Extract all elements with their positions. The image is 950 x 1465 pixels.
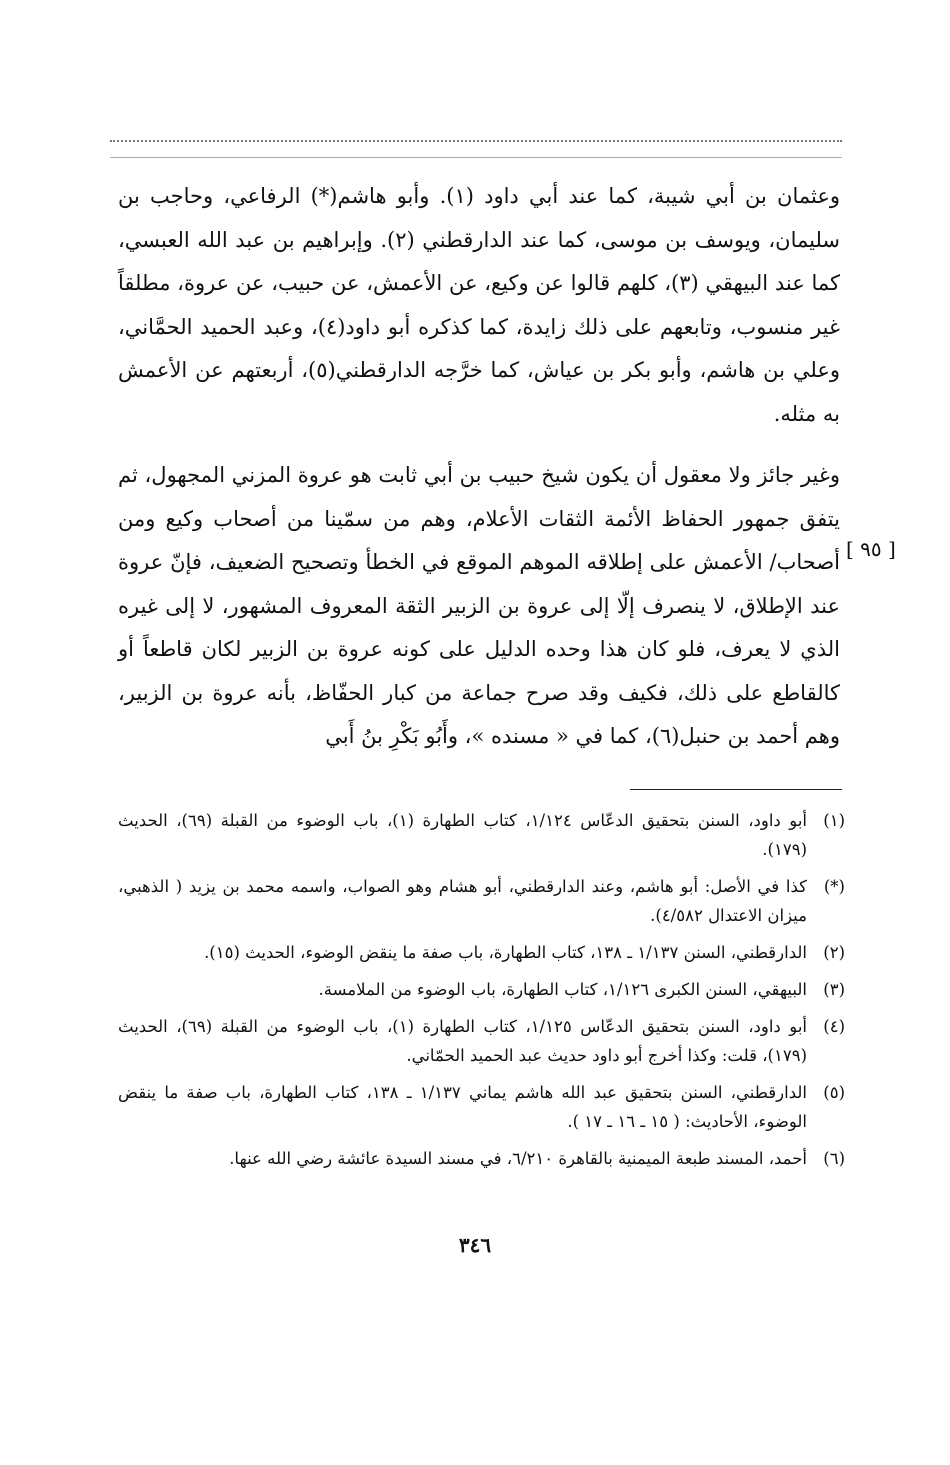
paragraph: وغير جائز ولا معقول أن يكون شيخ حبيب بن أبي ثابت هو عروة المزني المجهول، ثم يتفق جمهور الحفاظ الأئمة الثقات الأعلام، وهم من سمّينا من أصحاب وكيع ومن أصحاب/ الأعمش على إطلاقه الموهم الموقع في الخطأ وتصحيح الضعيف، فإنّ عروة عند الإطلاق، لا ينصرف إلّا إلى عروة بن الزبير الثقة المعروف المشهور، لا إلى غيره الذي لا يعرف، فلو كان هذا وحده الدليل على كونه عروة بن الزبير لكان قاطعاً أو كالقاطع على ذلك، فكيف وقد صرح جماعة من كبار الحفّاظ، بأنه عروة بن الزبير، وهم أحمد بن حنبل(٦)، كما في « مسنده »، وأَبُو بَكْرِ بنُ أَبي bbox=[118, 463, 840, 748]
footnote-number: (٣) bbox=[823, 980, 845, 999]
margin-page-marker: [ ٩٥ ] bbox=[846, 537, 896, 561]
footnote bbox=[118, 938, 845, 967]
footnote-text: أحمد، المسند طبعة الميمنية بالقاهرة ٦/٢١٠، في مسند السيدة عائشة رضي الله عنها. bbox=[229, 1149, 807, 1168]
footnote-text: أبو داود، السنن بتحقيق الدعّاس ١/١٢٥، كتاب الطهارة (١)، باب الوضوء من القبلة (٦٩)، الحديث (١٧٩)، قلت: وكذا أخرج أبو داود حديث عبد الحميد الحمّاني. bbox=[118, 1017, 807, 1065]
footnote-text: الدارقطني، السنن بتحقيق عبد الله هاشم يماني ١/١٣٧ ـ ١٣٨، كتاب الطهارة، باب صفة ما ينقض الوضوء، الأحاديث: ( ١٥ ـ ١٦ ـ ١٧ ). bbox=[118, 1083, 807, 1131]
main-text bbox=[118, 175, 840, 759]
footnote bbox=[118, 1078, 845, 1136]
footnote-number: (١) bbox=[823, 811, 845, 830]
footnote-number: (٥) bbox=[823, 1083, 845, 1102]
footnote-text: البيهقي، السنن الكبرى ١/١٢٦، كتاب الطهارة، باب الوضوء من الملامسة. bbox=[318, 980, 807, 999]
page-number: ٣٤٦ bbox=[458, 1233, 492, 1257]
footnote bbox=[118, 872, 845, 930]
footnote bbox=[118, 1144, 845, 1173]
footnote bbox=[118, 1012, 845, 1070]
footnote-number: (٤) bbox=[823, 1017, 845, 1036]
header-rule bbox=[110, 157, 842, 158]
footnote-text: الدارقطني، السنن ١/١٣٧ ـ ١٣٨، كتاب الطهارة، باب صفة ما ينقض الوضوء، الحديث (١٥). bbox=[204, 943, 807, 962]
footnote-text: أبو داود، السنن بتحقيق الدعّاس ١/١٢٤، كتاب الطهارة (١)، باب الوضوء من القبلة (٦٩)، الحديث (١٧٩). bbox=[118, 811, 807, 859]
footnote bbox=[118, 806, 845, 864]
footnote bbox=[118, 975, 845, 1004]
header-dotted-rule bbox=[110, 140, 842, 142]
footnote-number: (*) bbox=[823, 877, 845, 896]
footnote-separator bbox=[630, 789, 842, 790]
footnotes bbox=[118, 806, 845, 1181]
footnote-number: (٦) bbox=[823, 1149, 845, 1168]
footnote-text: كذا في الأصل: أبو هاشم، وعند الدارقطني، أبو هشام وهو الصواب، واسمه محمد بن يزيد ( الذهبي، ميزان الاعتدال ٤/٥٨٢). bbox=[118, 877, 807, 925]
footnote-number: (٢) bbox=[823, 943, 845, 962]
paragraph: وعثمان بن أبي شيبة، كما عند أبي داود (١). وأبو هاشم(*) الرفاعي، وحاجب بن سليمان، ويوسف بن موسى، كما عند الدارقطني (٢). وإبراهيم بن عبد الله العبسي، كما عند البيهقي (٣)، كلهم قالوا عن وكيع، عن الأعمش، عن حبيب، عن عروة، مطلقاً غير منسوب، وتابعهم على ذلك زايدة، كما كذكره أبو داود(٤)، وعبد الحميد الحمَّاني، وعلي بن هاشم، وأبو بكر بن عياش، كما خرَّجه الدارقطني(٥)، أربعتهم عن الأعمش به مثله. bbox=[118, 184, 841, 426]
